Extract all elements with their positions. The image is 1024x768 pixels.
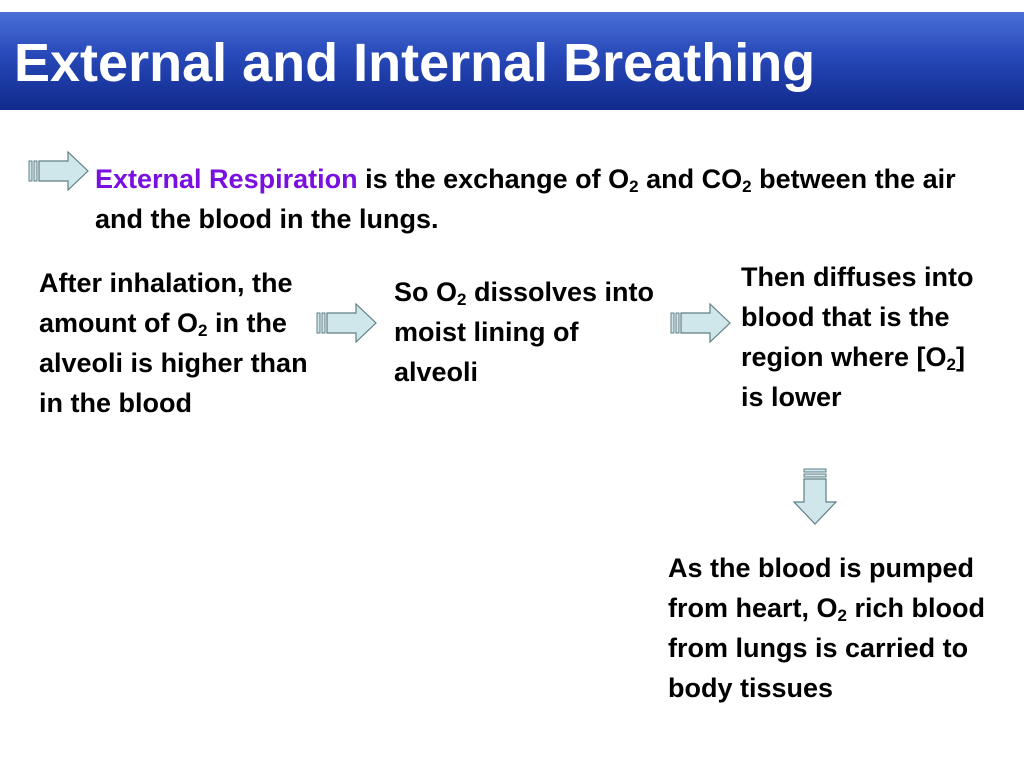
definition-text-c: between the air and the blood in the lungs. [95, 164, 956, 234]
definition-text [95, 159, 995, 239]
step-1-text-b: in the alveoli is higher than in the blood [39, 308, 308, 418]
step-1-text-a: After inhalation, the amount of O [39, 268, 293, 338]
step-4-text-a: As the blood is pumped from heart, O [668, 553, 975, 623]
step-3-text-b: ] is lower [741, 342, 966, 412]
step-3-sub: 2 [946, 355, 957, 374]
arrow-down-icon [792, 468, 838, 526]
step-3-text-a: Then diffuses into blood that is the region where [O [741, 262, 974, 372]
definition-sub-b: 2 [742, 177, 752, 196]
step-4-sub: 2 [837, 606, 847, 625]
step-1-text [39, 263, 311, 423]
step-4-text [668, 548, 1008, 708]
title-bar [0, 12, 1024, 110]
step-2-sub: 2 [457, 290, 467, 309]
step-2-text-a: So O [394, 277, 458, 307]
step-2-text [394, 272, 662, 392]
definition-text-b: and CO [638, 164, 743, 194]
step-4-text-b: rich blood from lungs is carried to body tissues [668, 593, 985, 703]
step-2-text-b: dissolves into moist lining of alveoli [394, 277, 655, 387]
step-3-text [741, 257, 991, 417]
arrow-right-icon [670, 302, 732, 344]
arrow-right-icon [316, 302, 378, 344]
definition-sub-a: 2 [629, 177, 639, 196]
arrow-right-icon [28, 150, 90, 192]
slide-title: External and Internal Breathing [14, 33, 816, 93]
step-1-sub: 2 [197, 321, 208, 340]
definition-term: External Respiration [95, 164, 358, 194]
definition-text-a: is the exchange of O [357, 164, 630, 194]
